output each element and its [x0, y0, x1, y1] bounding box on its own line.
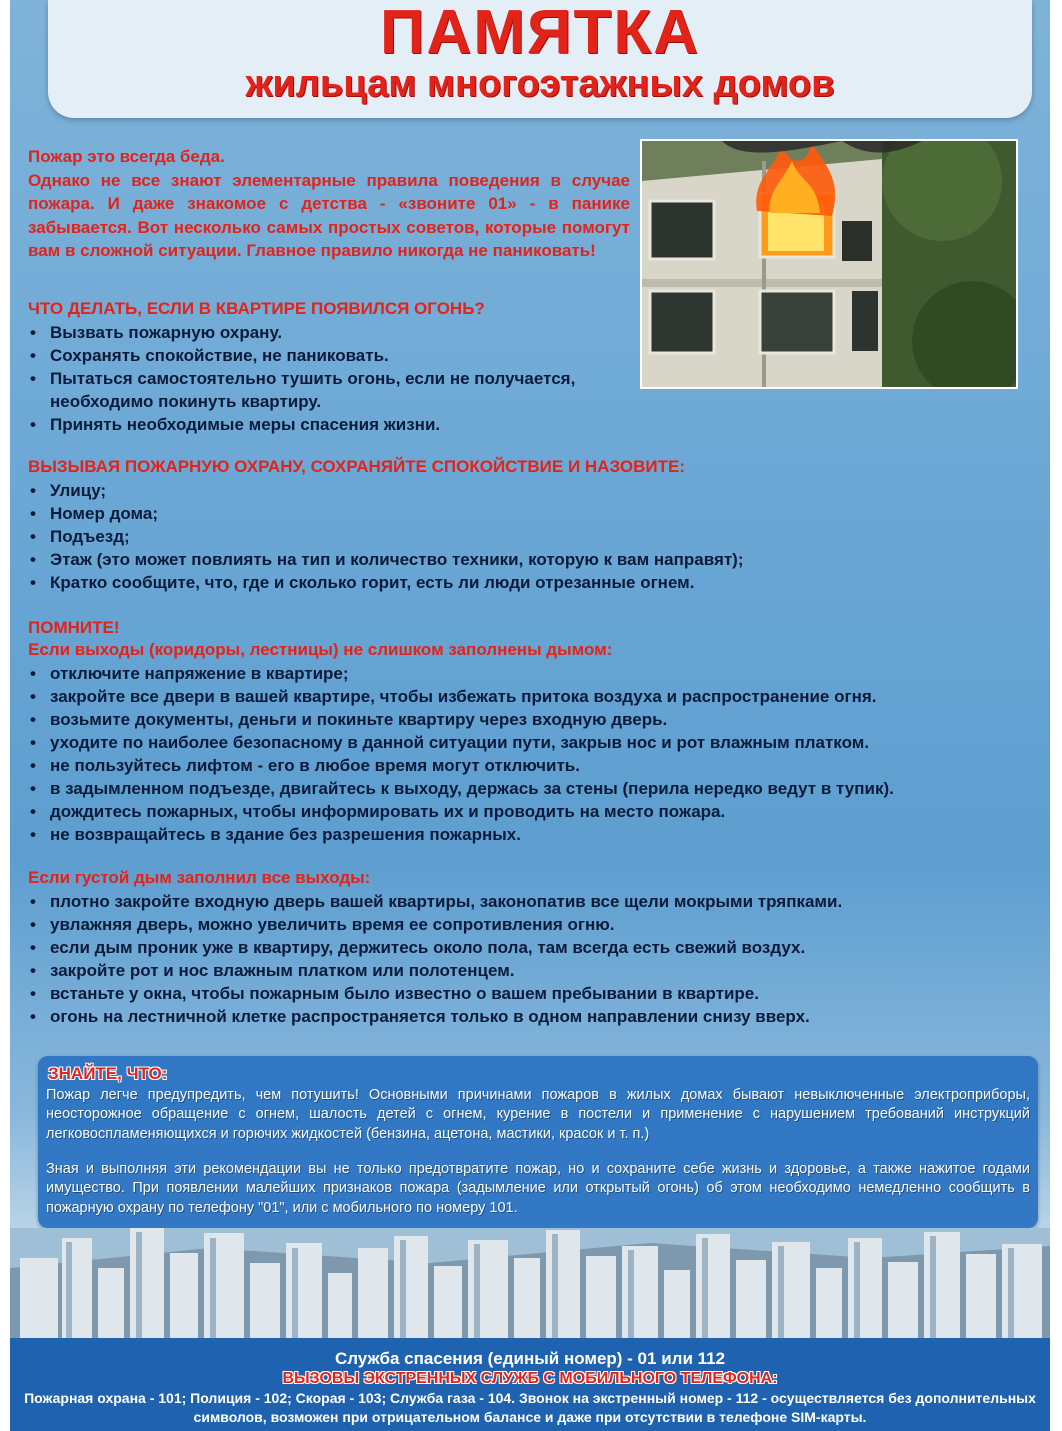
list-item: • Принять необходимые меры спасения жизни. — [28, 413, 590, 436]
list-item: • дождитесь пожарных, чтобы информировать их и проводить на место пожара. — [28, 800, 894, 823]
skyline-illustration — [10, 1228, 1050, 1338]
know-paragraph-2: Зная и выполняя эти рекомендации вы не только предотвратите пожар, но и сохраните себе жизнь и здоровье, а также нажитое годами имущество. При появлении малейших признаков пожара (задымление или открытый огонь) об этом необходимо немедленно сообщить в пожарную охрану по телефону "01", или с мобильного по номеру 101. — [46, 1161, 1030, 1216]
list-item: • огонь на лестничной клетке распространяется только в одном направлении снизу вверх. — [28, 1005, 842, 1028]
list-item: • если дым проник уже в квартиру, держитесь около пола, там всегда есть свежий воздух. — [28, 936, 842, 959]
list-item: • плотно закройте входную дверь вашей квартиры, законопатив все щели мокрыми тряпками. — [28, 890, 842, 913]
footer-emergency — [10, 1338, 1050, 1431]
list-item: • Улицу; — [28, 479, 744, 502]
intro-line1: Пожар это всегда беда. — [28, 147, 225, 166]
intro-text — [28, 145, 630, 263]
section3-list — [28, 662, 894, 846]
section4-list — [28, 890, 842, 1028]
burning-building-photo — [640, 139, 1018, 389]
list-item: • Кратко сообщите, что, где и сколько горит, есть ли люди отрезанные огнем. — [28, 571, 744, 594]
list-item: • Вызвать пожарную охрану. — [28, 321, 590, 344]
know-heading: ЗНАЙТЕ, ЧТО: — [48, 1064, 168, 1083]
list-item: • Пытаться самостоятельно тушить огонь, если не получается, необходимо покинуть квартиру. — [28, 367, 590, 413]
list-item: • Номер дома; — [28, 502, 744, 525]
section1-heading: ЧТО ДЕЛАТЬ, ЕСЛИ В КВАРТИРЕ ПОЯВИЛСЯ ОГОНЬ? — [28, 299, 485, 318]
list-item: • не пользуйтесь лифтом - его в любое время могут отключить. — [28, 754, 894, 777]
section3-heading: ПОМНИТЕ! — [28, 618, 120, 637]
know-panel — [38, 1056, 1038, 1228]
list-item: • закройте все двери в вашей квартире, чтобы избежать притока воздуха и распространение огня. — [28, 685, 894, 708]
list-item: • закройте рот и нос влажным платком или полотенцем. — [28, 959, 842, 982]
list-item: • Подъезд; — [28, 525, 744, 548]
section1-list — [28, 321, 590, 436]
page-title: ПАМЯТКА — [379, 0, 701, 67]
rescue-number: Служба спасения (единый номер) - 01 или 112 — [334, 1349, 726, 1368]
list-item: • Сохранять спокойствие, не паниковать. — [28, 344, 590, 367]
city-skyline — [10, 1228, 1050, 1338]
list-item: • увлажняя дверь, можно увеличить время ее сопротивления огню. — [28, 913, 842, 936]
header-banner — [48, 0, 1032, 118]
burning-building-illustration — [642, 141, 1016, 387]
list-item: • не возвращайтесь в здание без разрешения пожарных. — [28, 823, 894, 846]
section3-subheading: Если выходы (коридоры, лестницы) не слишком заполнены дымом: — [28, 640, 613, 659]
list-item: • возьмите документы, деньги и покиньте квартиру через входную дверь. — [28, 708, 894, 731]
know-paragraph-1: Пожар легче предупредить, чем потушить! Основными причинами пожаров в жилых домах бывают невыключенные электроприборы, неосторожное обращение с огнем, шалость детей с огнем, курение в постели и применение с нарушением требований инструкций легковоспламеняющихся и горючих жидкостей (бензина, ацетона, мастики, красок и т. п.) — [46, 1087, 1030, 1142]
section2-heading: ВЫЗЫВАЯ ПОЖАРНУЮ ОХРАНУ, СОХРАНЯЙТЕ СПОКОЙСТВИЕ И НАЗОВИТЕ: — [28, 457, 685, 476]
poster — [10, 0, 1050, 1431]
list-item: • встаньте у окна, чтобы пожарным было известно о вашем пребывании в квартире. — [28, 982, 842, 1005]
page-subtitle: жильцам многоэтажных домов — [245, 63, 835, 105]
list-item: • Этаж (это может повлиять на тип и количество техники, которую к вам направят); — [28, 548, 744, 571]
list-item: • в задымленном подъезде, двигайтесь к выходу, держась за стены (перила нередко ведут в тупик). — [28, 777, 894, 800]
section4-heading: Если густой дым заполнил все выходы: — [28, 868, 371, 887]
section2-list — [28, 479, 744, 594]
emergency-numbers: Пожарная охрана - 101; Полиция - 102; Скорая - 103; Служба газа - 104. Звонок на экстренный номер - 112 - осуществляется без дополнительных символов, возможен при отрицательном балансе и даже при отсутствии в телефоне SIM-карты. — [24, 1390, 1036, 1425]
intro-paragraph: Однако не все знают элементарные правила поведения в случае пожара. И даже знакомое с детства - «звоните 01» - в панике забывается. Вот несколько самых простых советов, которые помогут вам в сложной ситуации. Главное правило никогда не паниковать! — [28, 170, 630, 260]
list-item: • уходите по наиболее безопасному в данной ситуации пути, закрыв нос и рот влажным платком. — [28, 731, 894, 754]
mobile-calls-heading: ВЫЗОВЫ ЭКСТРЕННЫХ СЛУЖБ С МОБИЛЬНОГО ТЕЛЕФОНА: — [282, 1370, 778, 1387]
list-item: • отключите напряжение в квартире; — [28, 662, 894, 685]
